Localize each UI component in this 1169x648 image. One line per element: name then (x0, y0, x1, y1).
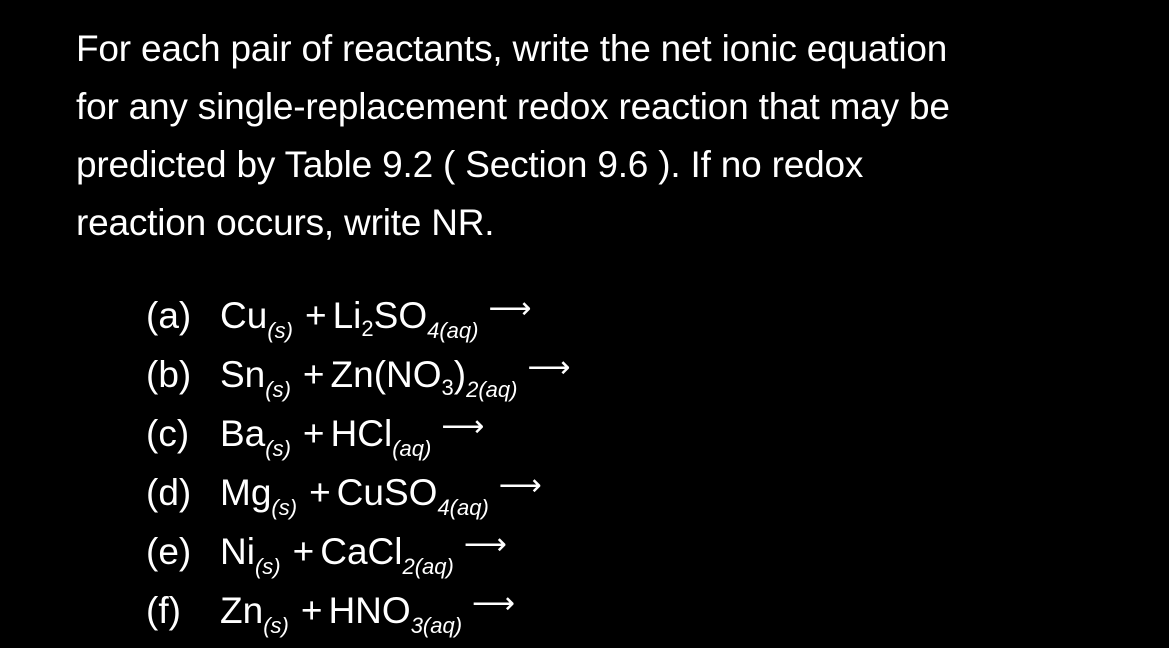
reactant-metal: Cu (220, 295, 268, 336)
plus-sign: + (292, 531, 315, 572)
state-subscript: (s) (263, 613, 289, 638)
reactant-formula-part: SO (373, 295, 428, 336)
reaction-arrow-icon: ⟶ (527, 351, 571, 384)
question-prompt (76, 20, 1136, 252)
state-subscript: (s) (265, 436, 291, 461)
reactant-formula-part: Zn(NO (330, 354, 442, 395)
reaction-item-e (146, 528, 570, 587)
plus-sign: + (302, 354, 325, 395)
reaction-label: (e) (146, 531, 192, 572)
reaction-item-c (146, 410, 570, 469)
reaction-item-d (146, 469, 570, 528)
reaction-arrow-icon: ⟶ (472, 587, 516, 620)
state-subscript: (s) (265, 377, 291, 402)
reaction-arrow-icon: ⟶ (488, 292, 532, 325)
reactant-formula-part: HNO (328, 590, 411, 631)
formula-subscript: 2 (361, 316, 374, 341)
state-subscript: (s) (271, 495, 298, 520)
formula-subscript: 3(aq) (410, 613, 463, 638)
reaction-label: (f) (146, 590, 181, 631)
reactant-metal: Mg (220, 472, 272, 513)
plus-sign: + (304, 295, 327, 336)
reaction-label: (d) (146, 472, 192, 513)
reactant-metal: Ba (220, 413, 266, 454)
plus-sign: + (302, 413, 325, 454)
reactant-metal: Ni (220, 531, 255, 572)
reactant-formula-part: HCl (330, 413, 393, 454)
reaction-label: (c) (146, 413, 190, 454)
reaction-list (146, 292, 570, 646)
plus-sign: + (309, 472, 331, 513)
reactant-formula-part: CaCl (320, 531, 403, 572)
formula-subscript: 3 (441, 375, 454, 400)
state-subscript: (aq) (392, 436, 432, 461)
reaction-label: (a) (146, 295, 192, 336)
reaction-arrow-icon: ⟶ (463, 528, 507, 561)
formula-subscript: 4(aq) (427, 318, 479, 343)
state-subscript: (s) (254, 554, 281, 579)
formula-subscript: 4(aq) (437, 495, 489, 520)
state-subscript: (s) (267, 318, 293, 343)
reaction-item-a (146, 292, 570, 351)
plus-sign: + (300, 590, 323, 631)
formula-subscript: 2(aq) (466, 377, 518, 402)
reaction-arrow-icon: ⟶ (441, 410, 485, 443)
prompt-line: for any single-replacement redox reaction that may be (76, 86, 950, 127)
prompt-line: predicted by Table 9.2 ( Section 9.6 ). If no redox (76, 144, 864, 185)
reactant-formula-part: CuSO (336, 472, 438, 513)
reactant-metal: Zn (220, 590, 264, 631)
reaction-item-b (146, 351, 570, 410)
reaction-item-f (146, 587, 570, 646)
prompt-line: reaction occurs, write NR. (76, 202, 495, 243)
reactant-formula-part: ) (453, 354, 467, 395)
prompt-line: For each pair of reactants, write the net ionic equation (76, 28, 948, 69)
reactant-metal: Sn (220, 354, 266, 395)
formula-subscript: 2(aq) (402, 554, 454, 579)
reaction-arrow-icon: ⟶ (498, 469, 542, 502)
reaction-label: (b) (146, 354, 192, 395)
reactant-formula-part: Li (332, 295, 362, 336)
